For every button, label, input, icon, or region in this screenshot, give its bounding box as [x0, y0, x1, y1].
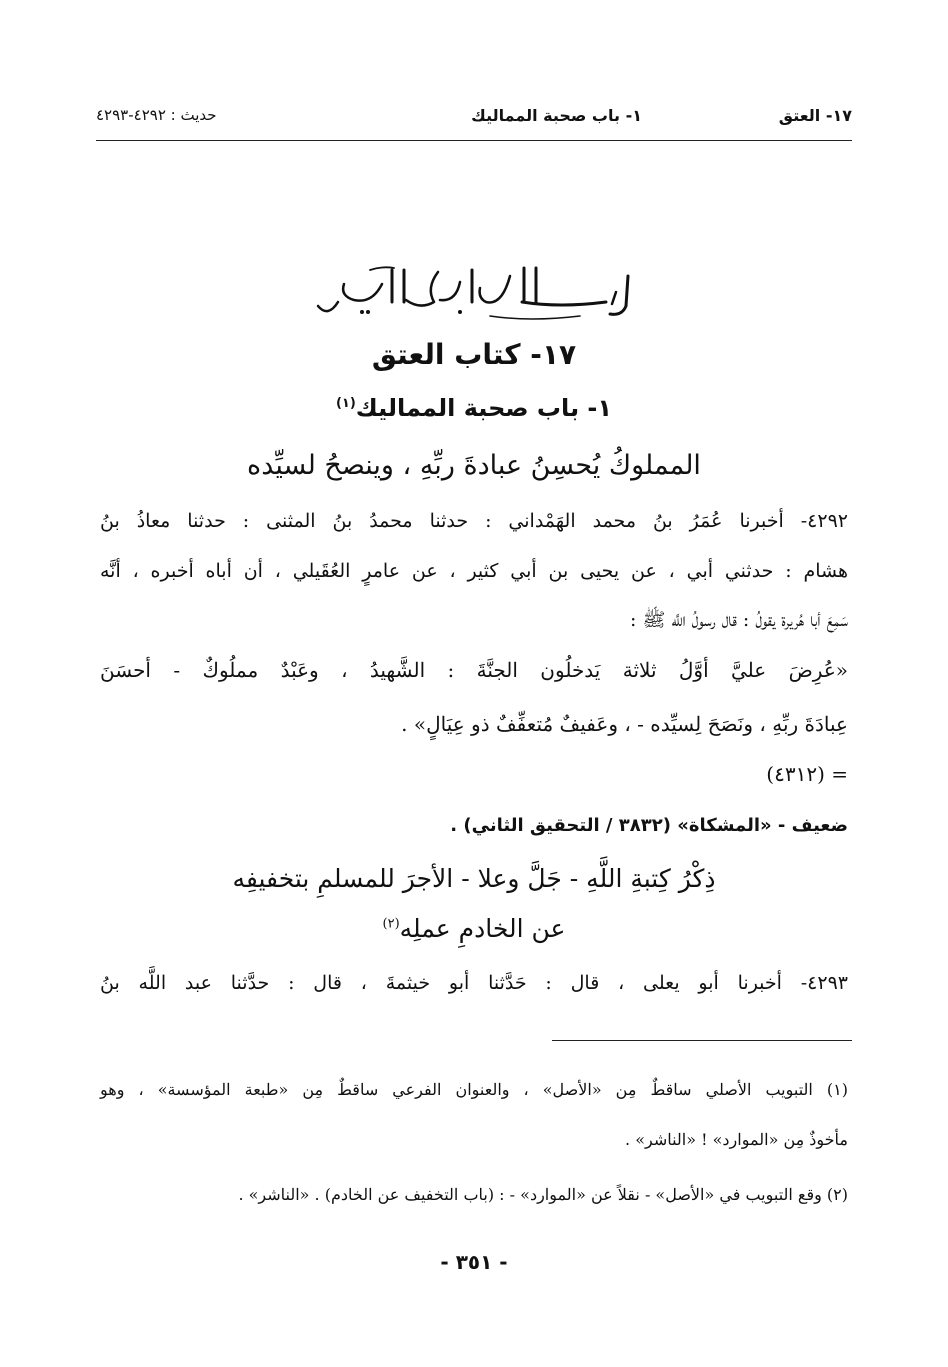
hadith-4292-grading: ضعيف - «المشكاة» (٣٨٣٢ / التحقيق الثاني) . [450, 815, 848, 836]
header-divider [96, 140, 852, 141]
hadith-4292-line-3: سَمِعَ أبا هُريرة يقولُ : قال رسولُ اللَّه ﷺ : [630, 609, 848, 631]
zikr-title-line-2-wrap [96, 914, 852, 943]
footnote-1-line-2: مأخوذٌ مِن «الموارد» ! «الناشر» . [625, 1130, 848, 1149]
footnote-2: (٢) وقع التبويب في «الأصل» - نقلاً عن «الموارد» - : (باب التخفيف عن الخادم) . «الناشر» . [238, 1185, 848, 1204]
running-head-hadith-range: حديث : ٤٢٩٢-٤٢٩٣ [96, 106, 217, 124]
running-head-chapter: ١- باب صحبة المماليك [471, 106, 642, 125]
hadith-4292-cross-reference: = (٤٣١٢) [766, 762, 848, 786]
basmala-calligraphy [310, 262, 640, 326]
hadith-4293-line-1: ٤٢٩٣- أخبرنا أبو يعلى ، قال : حَدَّثنا أبو خيثمةَ ، قال : حدَّثنا عبد اللَّه بنُ [100, 972, 848, 994]
running-head [96, 100, 852, 134]
footnote-ref-2: (٢) [382, 916, 400, 932]
chapter-title: ١- باب صحبة المماليك [355, 394, 613, 422]
footnote-ref-1: (١) [335, 396, 356, 411]
page-number: - ٣٥١ - [440, 1250, 508, 1274]
hadith-4292-line-1: ٤٢٩٢- أخبرنا عُمَرُ بنُ محمد الهَمْداني : حدثنا محمدُ بنُ المثنى : حدثنا معاذُ بنُ [100, 510, 848, 532]
hadith-4292-matn-line-2: عِبادَةَ ربِّهِ ، ونَصَحَ لِسيِّده - ، وعَفيفٌ مُتعفِّفٌ ذو عِيَالٍ» . [401, 712, 848, 736]
footnote-divider [552, 1040, 852, 1041]
zikr-title-line-2: عن الخادمِ عملِه [399, 914, 566, 943]
hadith-4292-line-2: هشام : حدثني أبي ، عن يحيى بن أبي كثير ، عن عامرٍ العُقَيلي ، أن أباه أخبره ، أنَّه [100, 560, 848, 582]
hadith-4292-matn-line-1: «عُرِضَ عليَّ أوَّلُ ثلاثة يَدخلُون الجنَّةَ : الشَّهيدُ ، وعَبْدٌ مملُوكٌ - أحسَنَ [100, 658, 848, 682]
zikr-title-line-1: ذِكْرُ كِتبةِ اللَّهِ - جَلَّ وعلا - الأجرَ للمسلمِ بتخفيفِه [232, 864, 716, 893]
chapter-title-wrap [96, 394, 852, 422]
section-subtitle: المملوكُ يُحسِنُ عبادةَ ربِّهِ ، وينصحُ لسيِّده [247, 450, 701, 481]
running-head-book: ١٧- العتق [778, 106, 852, 125]
book-title: ١٧- كتاب العتق [371, 338, 577, 371]
footnote-1-line-1: (١) التبويب الأصلي ساقطٌ مِن «الأصل» ، والعنوان الفرعي ساقطٌ مِن «طبعة المؤسسة» ، وهو [100, 1080, 848, 1099]
